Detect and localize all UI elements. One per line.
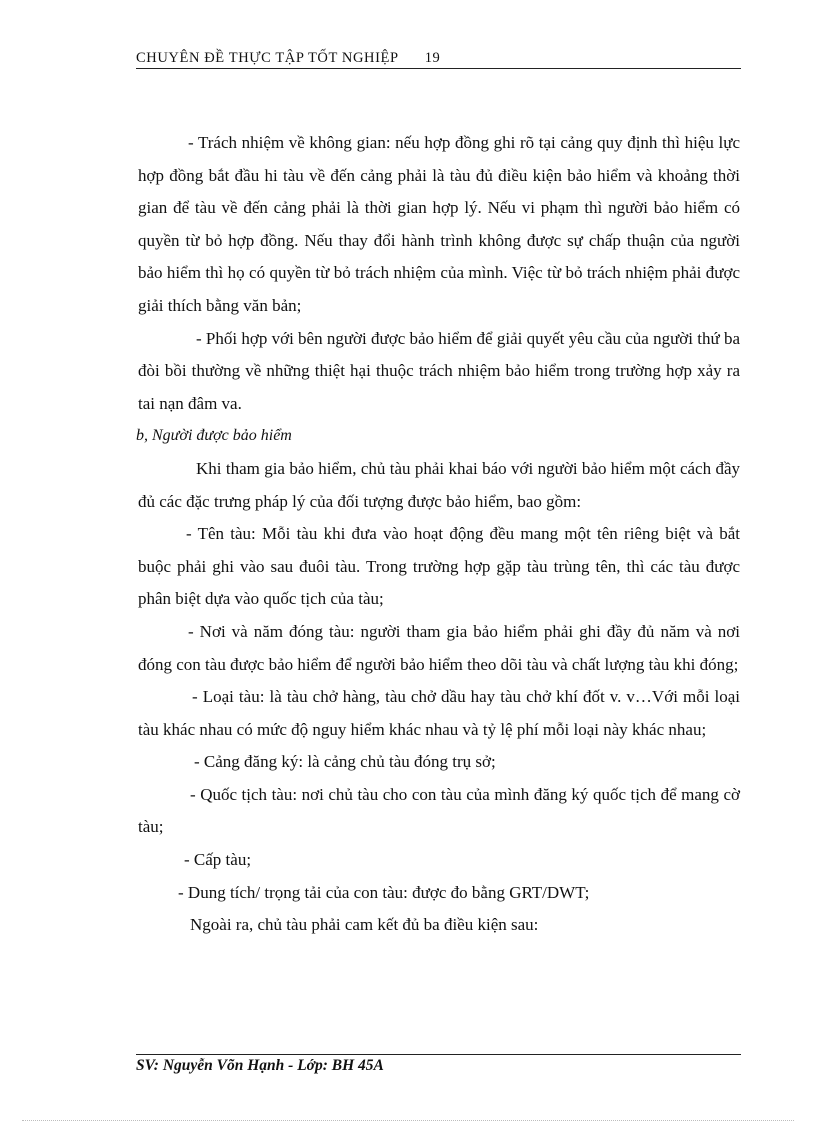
page-edge-dotted-line bbox=[22, 1120, 794, 1121]
page-footer: SV: Nguyễn Võn Hạnh - Lớp: BH 45A bbox=[136, 1057, 384, 1074]
footer-divider bbox=[136, 1054, 741, 1055]
header-title: CHUYÊN ĐỀ THỰC TẬP TỐT NGHIỆP bbox=[136, 50, 399, 66]
section-heading-insured: b, Người được bảo hiểm bbox=[136, 427, 292, 445]
paragraph-commitments: Ngoài ra, chủ tàu phải cam kết đủ ba điều kiện sau: bbox=[190, 915, 539, 935]
paragraph-space-responsibility: - Trách nhiệm về không gian: nếu hợp đồng ghi rõ tại cảng quy định thì hiệu lực hợp đồng bắt đầu hi tàu về đến cảng phải là tàu đủ điều kiện bảo hiểm và khoảng thời gian để tàu về đến cảng phải là thời gian hợp lý. Nếu vi phạm thì người bảo hiểm có quyền từ bỏ hợp đồng. Nếu thay đổi hành trình không được sự chấp thuận của người bảo hiểm thì họ có quyền từ bỏ trách nhiệm của mình. Việc từ bỏ trách nhiệm phải được giải thích bằng văn bản; bbox=[138, 133, 740, 315]
paragraph-tonnage: - Dung tích/ trọng tải của con tàu: được đo bằng GRT/DWT; bbox=[178, 882, 590, 902]
header-divider bbox=[136, 68, 741, 69]
page-header bbox=[136, 50, 741, 70]
paragraph-ship-type: - Loại tàu: là tàu chở hàng, tàu chở dầu hay tàu chở khí đốt v. v…Với mỗi loại tàu khác nhau có mức độ nguy hiểm khác nhau và tỷ lệ phí mỗi loại này khác nhau; bbox=[138, 687, 740, 739]
paragraph-build-place-year: - Nơi và năm đóng tàu: người tham gia bảo hiểm phải ghi đầy đủ năm và nơi đóng con tàu được bảo hiểm để người bảo hiểm theo dõi tàu và chất lượng tàu khi đóng; bbox=[138, 621, 740, 674]
paragraph-registry-port: - Cảng đăng ký: là cảng chủ tàu đóng trụ sở; bbox=[194, 752, 496, 772]
paragraph-nationality: - Quốc tịch tàu: nơi chủ tàu cho con tàu của mình đăng ký quốc tịch để mang cờ tàu; bbox=[138, 784, 740, 837]
page-number: 19 bbox=[424, 50, 441, 66]
paragraph-ship-name: - Tên tàu: Mỗi tàu khi đưa vào hoạt động đều mang một tên riêng biệt và bắt buộc phải ghi vào sau đuôi tàu. Trong trường hợp gặp tàu trùng tên, thì các tàu được phân biệt dựa vào quốc tịch của tàu; bbox=[138, 524, 740, 609]
paragraph-declaration: Khi tham gia bảo hiểm, chủ tàu phải khai báo với người bảo hiểm một cách đầy đủ các đặc trưng pháp lý của đối tượng được bảo hiểm, bao gồm: bbox=[138, 458, 740, 511]
paragraph-ship-class: - Cấp tàu; bbox=[184, 850, 252, 870]
paragraph-coordination: - Phối hợp với bên người được bảo hiểm để giải quyết yêu cầu của người thứ ba đòi bồi thường về những thiệt hại thuộc trách nhiệm bảo hiểm trong trường hợp xảy ra tai nạn đâm va. bbox=[138, 328, 740, 413]
document-body bbox=[138, 127, 740, 942]
